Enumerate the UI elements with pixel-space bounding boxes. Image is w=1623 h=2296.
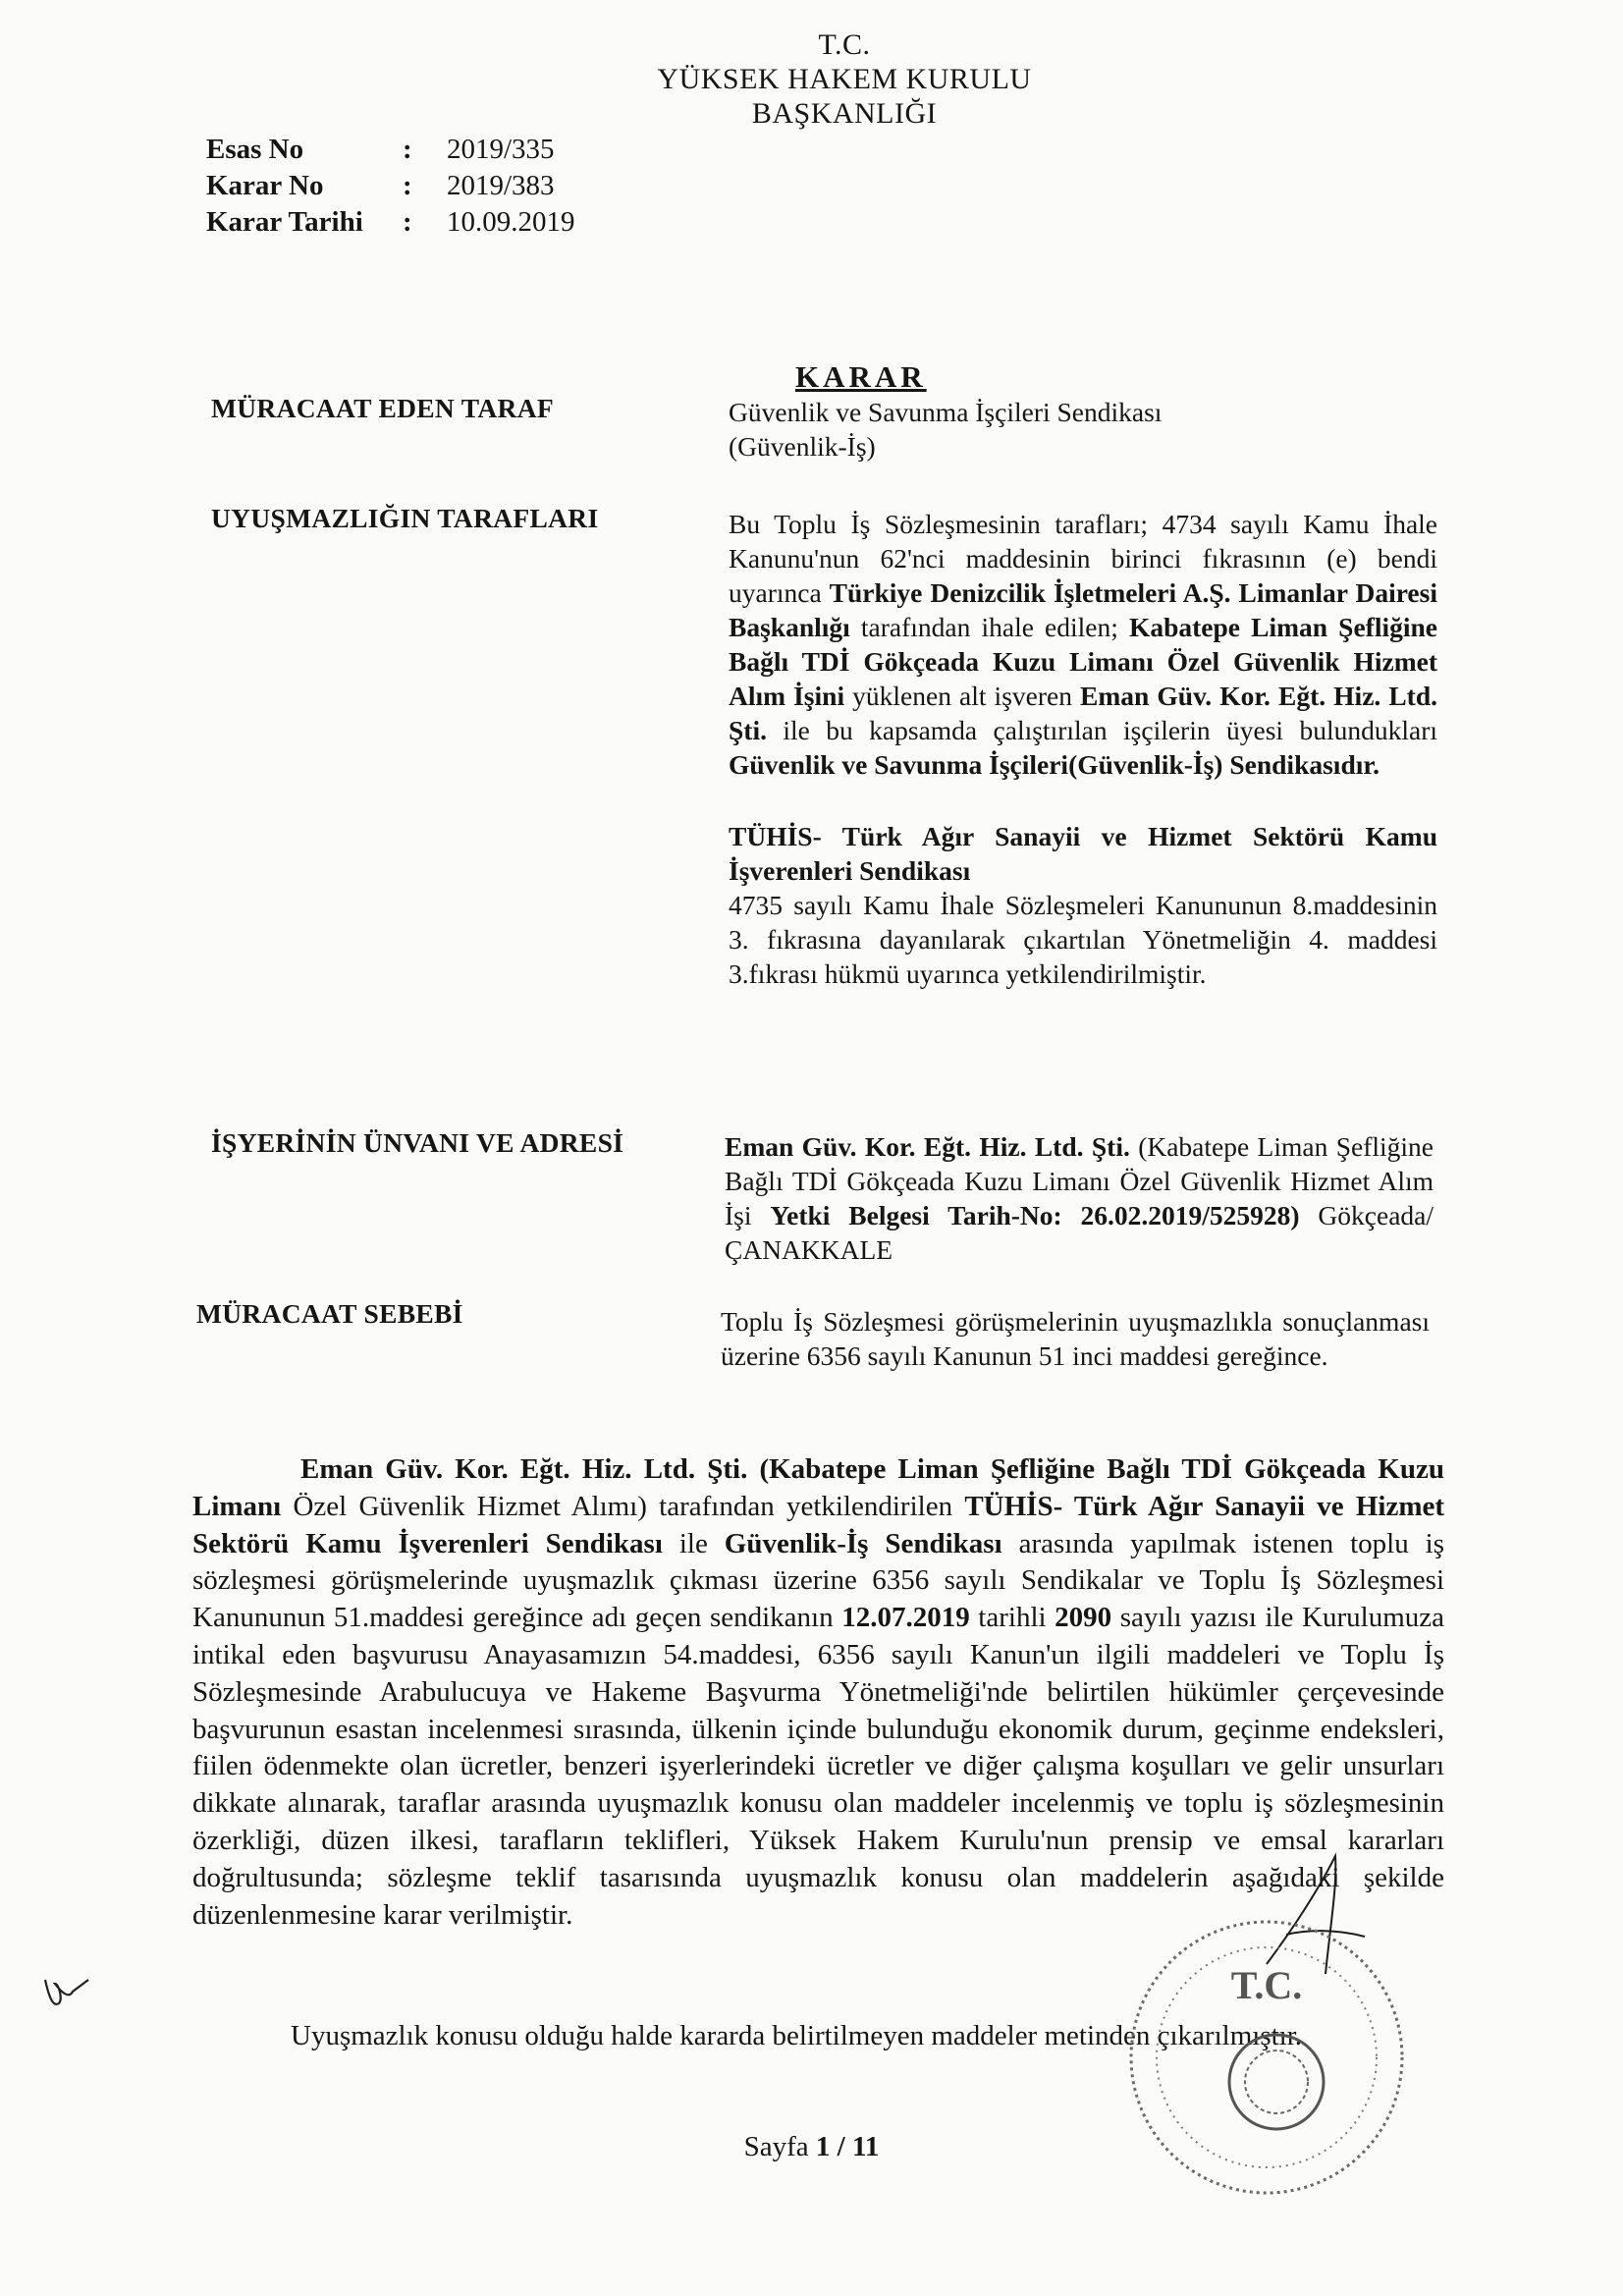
header-line-institution: YÜKSEK HAKEM KURULU xyxy=(657,63,1032,95)
meta-row-esas xyxy=(206,132,575,168)
text-run: tarihli xyxy=(969,1602,1055,1634)
workplace-body xyxy=(725,1129,1434,1267)
decision-title: KARAR xyxy=(795,359,927,394)
text-run: Gökçeada/ÇANAKKALE xyxy=(725,1200,1434,1265)
workplace-paragraph xyxy=(725,1129,1434,1267)
bold-run: 12.07.2019 xyxy=(841,1602,970,1634)
seal-text: T.C. xyxy=(1230,1963,1303,2007)
bold-run: Eman Güv. Kor. Eğt. Hiz. Ltd. Şti. (Kabatepe Liman Şefliğine Bağlı TDİ Gökçeada Kuzu Limanı xyxy=(192,1453,1444,1522)
official-seal-icon xyxy=(1119,1910,1414,2205)
label-reason: MÜRACAAT SEBEBİ xyxy=(196,1298,463,1329)
bold-run: Yetki Belgesi Tarih-No: 26.02.2019/525928) xyxy=(770,1200,1300,1230)
meta-label: Esas No xyxy=(206,134,304,165)
bold-run: Kabatepe Liman Şefliğine Bağlı TDİ Gökçeada Kuzu Limanı Özel Güvenlik Hizmet Alım İşini xyxy=(729,612,1437,711)
meta-value: 2019/335 xyxy=(447,134,555,165)
text-run: Bu Toplu İş Sözleşmesinin tarafları; 4734 sayılı Kamu İhale Kanunu'nun 62'nci maddesinin birinci fıkrasının (e) bendi uyarınca xyxy=(729,509,1437,608)
applicant-body xyxy=(729,395,1437,464)
meta-row-karar xyxy=(206,168,575,204)
meta-colon: : xyxy=(403,134,412,165)
bold-run: TÜHİS- Türk Ağır Sanayii ve Hizmet Sektörü Kamu İşverenleri Sendikası xyxy=(192,1490,1445,1559)
text-run: 4735 sayılı Kamu İhale Sözleşmeleri Kanununun 8.maddesinin 3. fıkrasına dayanılarak çıkartılan Yönetmeliğin 4. maddesi 3.fıkrası hükmü uyarınca yetkilendirilmiştir. xyxy=(729,890,1437,989)
header xyxy=(550,27,1139,131)
text-run: (Kabatepe Liman Şefliğine Bağlı TDİ Gökçeada Kuzu Limanı Özel Güvenlik Hizmet Alım İşi xyxy=(725,1131,1434,1230)
text-run: yüklenen alt işveren xyxy=(844,681,1081,711)
text-run: tarafından ihale edilen; xyxy=(849,612,1129,642)
reason-body xyxy=(721,1304,1430,1373)
closing-paragraph: Uyuşmazlık konusu olduğu halde kararda belirtilmeyen maddeler metinden çıkarılmıştır. xyxy=(291,2020,1303,2051)
bold-run: Türkiye Denizcilik İşletmeleri A.Ş. Limanlar Dairesi Başkanlığı xyxy=(729,577,1437,642)
bold-run: 2090 xyxy=(1055,1602,1112,1634)
text-run: ile xyxy=(662,1527,725,1559)
parties-paragraph-1 xyxy=(729,507,1437,782)
parties-paragraph-2 xyxy=(729,819,1437,991)
header-line-tc: T.C. xyxy=(818,28,871,61)
meta-value: 2019/383 xyxy=(447,170,555,201)
meta-row-tarih xyxy=(206,204,575,241)
text-run: ile bu kapsamda çalıştırılan işçilerin üyesi bulundukları xyxy=(766,715,1437,745)
meta-label: Karar Tarihi xyxy=(206,206,363,238)
meta-colon: : xyxy=(403,170,412,201)
page-sep: / xyxy=(830,2131,852,2162)
label-parties: UYUŞMAZLIĞIN TARAFLARI xyxy=(211,503,599,533)
meta-value: 10.09.2019 xyxy=(447,206,575,238)
bold-run: TÜHİS- Türk Ağır Sanayii ve Hizmet Sektörü Kamu İşverenleri Sendikası xyxy=(729,821,1437,886)
page-prefix: Sayfa xyxy=(743,2131,816,2162)
parties-body xyxy=(729,507,1437,991)
header-line-presidency: BAŞKANLIĞI xyxy=(751,97,938,130)
applicant-line: (Güvenlik-İş) xyxy=(729,431,876,462)
bold-run: Eman Güv. Kor. Eğt. Hiz. Ltd. Şti. xyxy=(725,1131,1130,1162)
bold-run: Güvenlik ve Savunma İşçileri(Güvenlik-İş) Sendikasıdır. xyxy=(729,749,1380,780)
bold-run: Güvenlik-İş Sendikası xyxy=(724,1527,1002,1559)
page-total: 11 xyxy=(851,2131,880,2162)
text-run: Özel Güvenlik Hizmet Alımı) tarafından yetkilendirilen xyxy=(281,1490,965,1522)
label-applicant: MÜRACAAT EDEN TARAF xyxy=(211,393,554,423)
text-run: sayılı yazısı ile Kurulumuza intikal eden başvurusu Anayasamızın 54.maddesi, 6356 sayılı Kanun'un ilgili maddeleri ve Toplu İş Sözleşmesinde Arabulucuya ve Hakeme Başvurma Yönetmeliği'nde belirtilen hükümler çerçevesinde başvurunun esastan incelenmesi sırasında, ülkenin içinde bulunduğu ekonomik durum, geçinme endeksleri, fiilen ödenmekte olan ücretler, benzeri işyerlerindeki ücretler ve diğer çalışma koşulları ve gelir unsurları dikkate alınarak, taraflar arasında uyuşmazlık konusu olan maddeler incelenmiş ve toplu iş sözleşmesinin özerkliği, düzen ilkesi, tarafların teklifleri, Yüksek Hakem Kurulu'nun prensip ve emsal kararları doğrultusunda; sözleşme teklif tasarısında uyuşmazlık konusu olan maddelerin aşağıdaki şekilde düzenlenmesine karar verilmiştir. xyxy=(192,1602,1444,1931)
initial-mark-icon xyxy=(39,1974,98,2018)
reason-text: Toplu İş Sözleşmesi görüşmelerinin uyuşmazlıkla sonuçlanması üzerine 6356 sayılı Kanunun 51 inci maddesi gereğince. xyxy=(721,1306,1430,1371)
meta-label: Karar No xyxy=(206,170,324,201)
case-meta xyxy=(206,132,575,241)
page-current: 1 xyxy=(815,2131,831,2162)
text-run: arasında yapılmak istenen toplu iş sözleşmesi görüşmelerinde uyuşmazlık çıkması üzerine 6356 sayılı Sendikalar ve Toplu İş Sözleşmesi Kanununun 51.maddesi gereğince adı geçen sendikanın xyxy=(192,1527,1444,1634)
bold-run: Eman Güv. Kor. Eğt. Hiz. Ltd. Şti. xyxy=(729,681,1438,745)
applicant-line: Güvenlik ve Savunma İşçileri Sendikası xyxy=(729,397,1163,427)
label-workplace: İŞYERİNİN ÜNVANI VE ADRESİ xyxy=(211,1127,624,1158)
meta-colon: : xyxy=(403,206,412,238)
